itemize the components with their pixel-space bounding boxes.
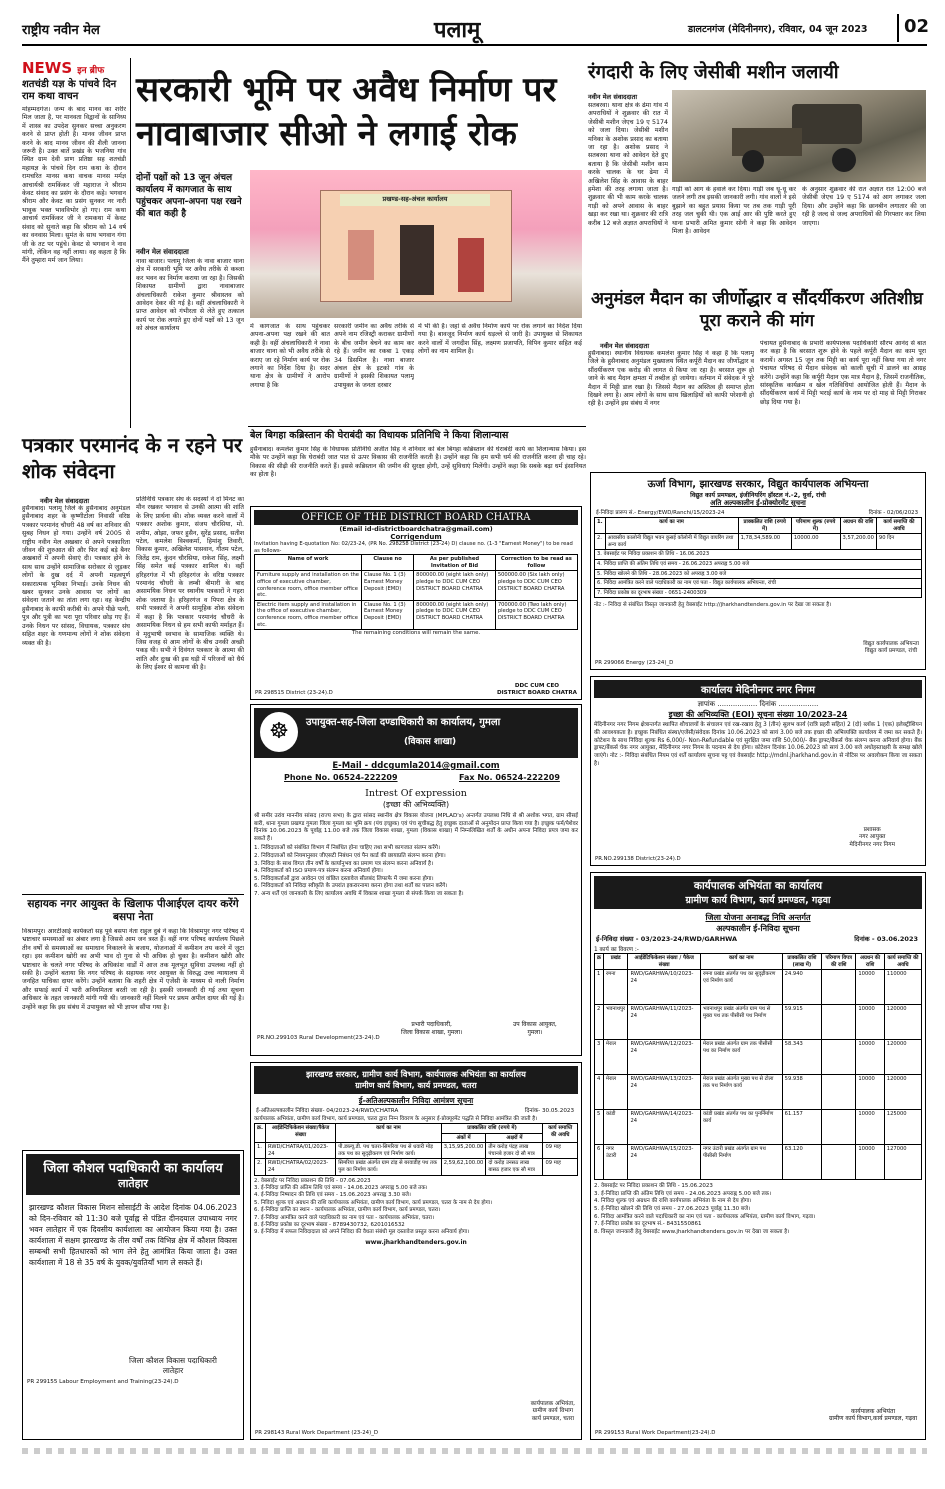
- shok-col-2: प्रतिनिधि पत्रकार संघ के सदस्यों ने दो मिनट का मौन रखकर भगवान से उनकी आत्मा की शांति के लिए प्रार्थना की। शोक व्यक्त करने वालों में पत्रकार अशोक कुमार, संजय चौरसिया, मो. शमीम, ओझा, जफर हुसैन, सुरेंद्र प्रसाद, सतीश पटेल, कमलेश विश्वकर्मा, हिमांशु तिवारी, विकास कुमार, अखिलेश पासवान, गौतम पटेल, जितेंद्र राम, कुंदन चौरसिया, राकेश सिंह, लक्ष्मी सिंह समेत कई पत्रकार शामिल थे। वहीं हरिहरगंज में भी हरिहरगंज के वरिष्ठ पत्रकार परमानंद चौधरी के लम्बी बीमारी के बाद असामयिक निधन पर स्थानीय पत्रकारों ने गहरा शोक जताया है। हरिहरगंज व पिपरा क्षेत्र के सभी पत्रकारों ने अपनी सामूहिक शोक संवेदना में कहा है कि पत्रकार परमानंद चौधरी के असामयिक निधन से हम सभी काफी मर्माहत हैं। वे मृदुभाषी स्वभाव के सामाजिक व्यक्ति थे। जिस वजह से आम लोगों के बीच उनकी अच्छी पकड़ थी। सभी ने दिवंगत पत्रकार के आत्मा की शांति और दुःख की इस घड़ी में परिजनों को धैर्य के लिए ईश्वर से कामना की है।: [136, 496, 244, 672]
- ad-fax: Fax No. 06524-222209: [459, 773, 560, 782]
- td: 10000: [856, 1110, 884, 1145]
- td: Clause No. 1 (3) Earnest Money Deposit (EMD): [362, 571, 414, 600]
- divider: [130, 58, 131, 428]
- lead-col-1: नावा बाजार। पलामू जिला के नावा बाजार थाना क्षेत्र में सरकारी भूमि पर अवैध तरीके से कब्जा कर भवन का निर्माण कराया जा रहा है। जिसकी शिकायत ग्रामीणों द्वारा नावाबाजार अंचलाधिकारी राकेश कुमार श्रीवास्तव को आवेदन देकर की गई है। वहीं अंचलाधिकारी ने प्राप्त आवेदन को गंभीरता से लेते हुए तत्काल कार्य पर रोक लगाते हुए दोनों पक्षों को 13 जून को अंचल कार्यालय: [136, 258, 244, 333]
- shok-headline: पत्रकार परमानंद के न रहने पर शोक संवेदना: [22, 433, 243, 483]
- ad-sign: कार्यपालक अभियंता: [851, 1407, 896, 1415]
- td: मेराल प्रखंड अंतर्गत मुख्य पथ से टोला तक पथ निर्माण कार्य: [700, 1075, 782, 1110]
- td: RWD/CHATRA/01/2023-24: [265, 1143, 335, 1159]
- ad-notice: अति अल्पकालीन ई-प्रोक्योरमेंट सूचना: [710, 499, 806, 507]
- td: RWD/GARHWA/15/2023-24: [628, 1145, 700, 1180]
- td: 2.: [595, 534, 606, 550]
- ad-note: 2. वेबसाईट पर निविदा प्रकाशन की तिथि - 07.06.2023: [254, 1177, 371, 1184]
- td: रमना प्रखंड अंतर्गत पथ का सुदृढ़ीकरण एवं निर्माण कार्य: [700, 970, 782, 1005]
- ad-website[interactable]: www.jharkhandtenders.gov.in: [365, 1238, 467, 1246]
- th: परिमाण शुल्क (रुपये में): [791, 518, 840, 534]
- section-title: पलामू: [434, 17, 481, 43]
- ad-note: 2. वेबसाईट पर निविदा प्रकाशन की तिथि - 15.06.2023: [594, 1183, 713, 1190]
- table-row: [595, 588, 922, 598]
- jcb-col-3: के अनुसार शुक्रवार की रात अज्ञात रात 12:00 बजे जेसीबी जेएच 19 ए 5174 को आग लगाकर जला दिया। और उन्होंने कहा कि छानबीन लगातार की जा रही है जल्द से जल्द अपराधियों की गिरफ्तार कर लिया जाएगा।: [802, 186, 926, 227]
- td: 61.157: [782, 1110, 821, 1145]
- ad-notice: जिला योजना अनाबद्ध निधि अन्तर्गत: [705, 913, 811, 922]
- ad-gumla: [250, 704, 582, 1056]
- ad-intro: Invitation having E-quotation No: 02/23-24, (PR No. 298258 District (23-24) D) clause no. (1-3 "Earnest Money") to be read as follows-: [254, 541, 573, 554]
- td: भवनाथपुर: [603, 1005, 627, 1040]
- ad-phone: Phone No. 06524-222209: [284, 773, 398, 782]
- table-row: [595, 534, 922, 550]
- th: आईडेंटिफिकेशन संख्या / पैकेज संख्या: [628, 954, 700, 970]
- td: मेराल: [603, 1075, 627, 1110]
- td: [822, 1110, 856, 1145]
- th: As per published Invitation of Bid: [414, 555, 496, 571]
- td: 4. निविदा प्राप्ति की अंतिम तिथि एवं समय - 26.06.2023 अपराह्न 5.00 बजे: [595, 559, 922, 569]
- page-number: 02: [904, 16, 930, 37]
- th: कार्य का नाम: [605, 518, 738, 534]
- ad-body: झारखण्ड कौशल विकास मिशन सोसाईटी के आदेश दिनांक 04.06.2023 को दिन-रविवार को 11:30 बजे पूर्वाह्न से पंडित दीनदयाल उपाध्याय नगर भवन लातेहार में एक दिवसीय कार्यशाला का आयोजन किया गया है। उक्त कार्यशाला में सक्षम झारखण्ड के तीस वर्षों तक विभिन्न क्षेत्र में कौशल विकास सम्बन्धी सभी हितधारकों को भाग लेने हेतु आमंत्रित किया जाता है। उक्त कार्यशाला में 18 से 35 वर्ष के युवक/युवतियाँ भाग ले सकते हैं।: [29, 1203, 237, 1267]
- ad-note: 8. ई-निविदा प्रकोष्ठ का दूरभाष संख्या - 8789430732, 6201016532: [254, 1222, 405, 1228]
- th: कार्य का नाम: [700, 954, 782, 970]
- ad-term: 1. निविदाताओं को संबंधित विभाग में निबंधित होना चाहिए तथा सभी कागजात संलग्न करेंगे।: [254, 845, 441, 852]
- td: मेराल: [603, 1040, 627, 1075]
- td: 10000: [856, 1075, 884, 1110]
- ad-ref: ई-निविदा संख्या - 03/2023-24/RWD/GARHWA: [596, 935, 738, 943]
- ad-note: 3. ई-निविदा प्राप्ति की अंतिम तिथि एवं समय - 14.06.2023 अपराह्न 5.00 बजे तक।: [254, 1184, 428, 1191]
- lead-col-4: में भी की है। जहां से अवैध निर्माण कार्य पर रोक लगाने का निर्देश दिया गया है। बावजूद निर्माण कार्य धड़ल्ले से जारी है। उपायुक्त से शिकायत करने वालों में जगदीश सिंह, लक्ष्मण प्रजापति, विपिन कुमार सहित कई लोगों का नाम शामिल है।: [418, 323, 582, 356]
- jcb-col-2: गाड़ी को आग के हवाले कर दिया। गाड़ी जब धू-धू कर जलने लगी तब इसकी जानकारी लगी। गांव वालों ने इसे बुझाने का बहुत प्रयास किया पर तब तक गाड़ी पूरी तरह जल चुकी थी। एक आई आर की पुष्टि करते हुए थाना प्रभारी अमित कुमार सोनी ने कहा कि आवेदन मिला है। आवेदन: [672, 186, 796, 236]
- td: रमना: [603, 970, 627, 1005]
- td: 2: [595, 1005, 604, 1040]
- ad-corrigendum: Corrigendum: [390, 533, 442, 541]
- jcb-byline: नवीन मेल संवाददाता: [588, 93, 637, 101]
- ad-date: दिनांक - 03.06.2023: [854, 935, 918, 943]
- shila-body: हुसैनाबाद। कमलेश कुमार सिंह के विधायक प्रतिनिधि अजीत सिंह ने शनिवार को बेल बिगहा कब्रिस्तान की घेराबंदी कार्य का शिलान्यास किया। इस मौके पर उन्होंने कहा कि घेराबंदी जात पात से ऊपर विकास की राजनीति करती है। उन्होंने कहा कि हम सभी धर्म की राजनीति करना ही चाह रहे। विकास की सीढ़ी की राजनीति करते हैं। इससे कब्रिस्तान की जमीन की सुरक्षा होगी, उन्हें सुविधाएं मिलेंगी। उन्होंने कहा कि सबके बढ़ा धर्म इंसानियत का होता है।: [250, 446, 586, 479]
- ad-email: (Email id-districtboardchatra@gmail.com): [339, 525, 493, 533]
- td: RWD/GARHWA/12/2023-24: [628, 1040, 700, 1075]
- td: 3. वेबसाईट पर निविदा प्रकाशन की तिथि - 16.06.2023: [595, 550, 922, 560]
- maidan-headline: अनुमंडल मैदान का जीर्णोद्धार व सौंदर्यीकरण अतिशीघ्र पूरा कराने की मांग: [591, 289, 923, 331]
- ad-rwd-chatra: [250, 1062, 582, 1440]
- td: आवासीय कालोनी विद्युत भवन कुसई कॉलोनी में विद्युत वायरिंग तथा अन्य कार्य: [605, 534, 738, 550]
- td: 2.: [255, 1159, 266, 1175]
- td: 7. निविदा प्रकोष्ठ का दूरभाष संख्या - 0651-2400309: [595, 588, 922, 598]
- bus-body: विश्रामपुर। आरटीआई कार्यकर्ता सह पूर्व बसपा नेता राहुल दुबे ने कहा कि विश्रामपुर नगर परिषद में भ्रष्टाचार समस्याओं का अंबार लगा है जिससे आम जन त्रस्त हैं। वहीं नगर परिषद कार्यालय पिछले तीन वर्षों से समस्याओं का समाधान निकालने के बजाय, योजनाओं में कमीशन तय करने में जुटा रहा। इस कमीशन खोरी का अभी भाव दो गुना से भी अधिक हो चुका है। कमीशन खोरी और भ्रष्टाचार के चलते नगर परिषद के अधिकांश वार्डों में आज तक मूलभूत सुविधा उपलब्ध नहीं हो सकी है। उन्होंने बताया कि नगर परिषद के सहायक नगर आयुक्त के विरुद्ध उच्च न्यायालय में जनहित याचिका दायर करेंगे। उन्होंने बताया कि शहरी क्षेत्र में एजेंसी के माध्यम से नाली निर्माण और सफाई कार्य में भारी अनियमितता बरती जा रही है। इसकी जानकारी दी गई तथा सूचना अधिकार के तहत जानकारी मांगी गयी थी। जानकारी नहीं मिलने पर प्रथम अपील दायर की गई है। उन्होंने कहा कि इस संबंध में उपायुक्त को भी ज्ञापन सौंपा गया है।: [22, 928, 244, 1011]
- ad-ref: ज्ञापांक .................. दिनांक ..................: [697, 700, 819, 708]
- td: 09 माह: [543, 1159, 578, 1175]
- td: पी.डब्ल्यू.डी. पथ चतरा-सिमरिया पथ से धवारी मोड़ तक पथ का सुदृढ़ीकरण एवं निर्माण कार्य।: [336, 1143, 442, 1159]
- ad-note: 4. ई-निविदा निष्पादन की तिथि एवं समय - 15.06.2023 अपराह्न 3.30 बजे।: [254, 1192, 411, 1199]
- tender-table: [594, 517, 922, 598]
- th: कार्य का नाम: [336, 1124, 442, 1143]
- td: 4: [595, 1075, 604, 1110]
- td: Electric item supply and installation in the office of executive chamber, conference room, office member office etc.: [255, 600, 362, 629]
- news-tag2: इन ब्रीफ: [77, 66, 105, 76]
- td: [822, 1145, 856, 1180]
- ad-title: जिला कौशल पदाधिकारी का कार्यालय: [43, 1161, 223, 1176]
- ad-sign2: DISTRICT BOARD CHATRA: [496, 690, 577, 696]
- td: RWD/GARHWA/13/2023-24: [628, 1075, 700, 1110]
- td: [822, 1040, 856, 1075]
- td: 800000.00 (eight lakh only) pledge to DDC CUM CEO DISTRICT BOARD CHATRA: [414, 571, 496, 600]
- ad-note: 6. ई-निविदा प्राप्ति का स्थान - कार्यपालक अभियंता, ग्रामीण कार्य विभाग, कार्य प्रमण्डल, चतरा।: [254, 1207, 441, 1214]
- th: प्रखंड: [603, 954, 627, 970]
- th: आईडेन्टिफिकेशन संख्या/पैकेज संख्या: [265, 1124, 335, 1143]
- ad-title: उपायुक्त-सह-जिला दण्डाधिकारी का कार्यालय, गुमला: [306, 717, 501, 728]
- ad-sign2: जिला विकास शाखा, गुमला।: [401, 1029, 463, 1036]
- ad-eoi2: (इच्छा की अभिव्यक्ति): [382, 800, 450, 809]
- ad-note: 3. ई-निविदा प्राप्ति की अंतिम तिथि एवं समय - 24.06.2023 अपराह्न 5.00 बजे तक।: [594, 1190, 772, 1197]
- td: मेराल प्रखंड अंतर्गत ग्राम तक पीसीसी पथ का निर्माण कार्य: [700, 1040, 782, 1075]
- td: 10000: [856, 1040, 884, 1075]
- td: [822, 970, 856, 1005]
- shok-byline: नवीन मेल संवाददाता: [40, 497, 89, 505]
- th: कार्य समाप्ति की अवधि: [884, 954, 921, 970]
- td: नगर उंटारी: [603, 1145, 627, 1180]
- ad-sub: विद्युत कार्य प्रमण्डल, इंजीनियरिंग हॉस्टल नं.-2, धुर्वा, रांची: [690, 492, 826, 499]
- td: 59.938: [782, 1075, 821, 1110]
- td: कांडी: [603, 1110, 627, 1145]
- jcb-headline: रंगदारी के लिए जेसीबी मशीन जलायी: [588, 62, 839, 83]
- tender-table: [254, 1123, 578, 1176]
- td: 2,59,62,100.00: [441, 1159, 486, 1175]
- corrigendum-table: [254, 554, 578, 630]
- ad-note: नोट :- निविदा से संबंधित विस्तृत जानकारी हेतु वेबसाईट http://jharkhandtenders.gov.in पर देखा जा सकता है।: [594, 602, 832, 609]
- th: क्र: [595, 954, 604, 970]
- td: [822, 1075, 856, 1110]
- td: भवनाथपुर प्रखंड अंतर्गत ग्राम पथ से मुख्य पथ तक पीसीसी पथ निर्माण: [700, 1005, 782, 1040]
- ad-code: PR 299066 Energy (23-24)_D: [595, 660, 674, 666]
- ad-note: 9. ई-निविदा में सफल निविदादाता को अपने निविदा की वैधता संबंधी मूल दस्तावेज प्रस्तुत करना अनिवार्य होगा।: [254, 1229, 470, 1236]
- dateline: डालटनगंज (मेदिनीनगर), रविवार, 04 जून 2023: [688, 24, 868, 35]
- th: क्र.: [255, 1124, 266, 1143]
- bus-headline: सहायक नगर आयुक्त के खिलाफ पीआईएल दायर करेंगे बसपा नेता: [27, 898, 239, 923]
- ad-ref: ई-निविदा प्रारूप सं.- Energy/EWD/Ranchi/15/2023-24: [596, 510, 725, 516]
- table-row: [595, 550, 922, 560]
- td: [822, 1005, 856, 1040]
- lead-byline: नवीन मेल संवाददाता: [136, 248, 189, 256]
- th: अंकों में: [441, 1133, 486, 1143]
- td: 3,57,200.00: [840, 534, 876, 550]
- th: अग्रधन की राशि: [856, 954, 884, 970]
- divider: [248, 426, 586, 427]
- ad-term: 7. अन्य शर्तें एवं जानकारी के लिए कार्यालय अवधि में विकास शाखा गुमला से संपर्क किया जा सकता है।: [254, 890, 464, 897]
- ad-sub: (विकास शाखा): [404, 737, 457, 747]
- ad-chatra-board: [250, 506, 582, 700]
- ad-sign: कार्यपालक अभियंता,: [530, 1400, 575, 1407]
- lead-deck: दोनों पक्षों को 13 जून अंचल कार्यालय में कागजात के साथ पहुंचकर अपना-अपना पक्ष रखने की बात कही है: [136, 173, 242, 219]
- ad-notice2: अल्पकालीन ई-निविदा सूचना: [716, 924, 800, 933]
- th: कार्य समाप्ति की अवधि: [543, 1124, 578, 1143]
- ad-sign3: उप विकास आयुक्त,: [513, 1021, 557, 1028]
- td: 90 दिन: [876, 534, 921, 550]
- td: 10000: [856, 1005, 884, 1040]
- ad-code: PR 298515 District (23-24).D: [255, 690, 333, 696]
- maidan-col-2: पंचायत हुसैनाबाद के प्रभारी कार्यपालक पदाधिकारी सौरभ आनंद से बात कर कहा है कि बरसात शुरू होने के पहले कर्पूरी मैदान का काम पूरा करायें। अगस्त 15 जून तक मिट्टी का कार्य पूरा नहीं किया गया तो नगर पंचायत परिषद से मैदान संवेदक को काली सूची में डालने का आग्रह करेंगे। उन्होंने कहा कि कर्पूरी मैदान एक मात्र मैदान है, जिसमें राजनीतिक, सांस्कृतिक कार्यक्रम व खेल गतिविधियां आयोजित होती हैं। मैदान के सौंदर्यीकरण कार्य में मिट्टी भराई कार्य के नाम पर दो माह से मिट्टी गिराकर छोड़ दिया गया है।: [760, 340, 926, 406]
- brief-body: मोहम्मदगंज। जन्म के बाद मानव का शरीर मिल जाता है, पर मानवता विद्वानों के सानिध्य में शास्त्र का उपदेश सुनकर सच्चा अनुकरण करने से प्राप्त होती है। मानव जीवन प्राप्त करने के बाद मानव जीवन की शैली जानना जरूरी है। उक्त बातें प्रखंड के भजनिया गांव स्थित ग्राम देवी प्राण प्रतिष्ठा सह शतचंडी महायज्ञ के पांचवे दिन राम कथा के दौरान रामचरित मानस कथा वाचक मानस मर्मज्ञ आचार्यश्री रामकिंकर जी महाराज ने श्रीराम केवट संवाद का प्रसंग के दौरान कहे। भगवान श्रीराम और केवट का प्रसंग सुनकर नर नारी भावुक भक्त भावविभोर हो गए। राम कथा आचार्य रामकिंकर जी ने रामकथा में केवट संवाद को सुनाते कहा कि श्रीराम को 14 वर्ष का वनवास मिला। सुमंत के साथ भगवान गंगा जी के तट पर पहुंचे। केवट से भगवान ने नाव मांगी, लेकिन वह नहीं लाया। वह कहता है कि मैंने तुम्हारा मर्म जान लिया।: [22, 106, 126, 265]
- td: 5: [595, 1110, 604, 1145]
- ad-eoi: Intrest Of expression: [365, 788, 467, 799]
- ad-body: मेदिनीनगर नगर निगम क्षेत्रान्तर्गत स्थापित शौचालयों के संचालन एवं रख-रखाव हेतु 3 (तीन) सुलभ कार्य (रात्रि प्रहरी सहित) 2 (दो) ब्लाॅक 1 (एक) इलेक्ट्रीशियन की आवश्यकता है। इच्छुक निबंधित संस्था/एजेंसी/संवेदक दिनांक 10.06.2023 को सायं 3.00 बजे तक इच्छा की अभिव्यक्ति कार्यालय में जमा कर सकते हैं। कोटेशन के साथ निविदा शुल्क Rs 6,000/- Non-Refundable एवं सुरक्षित जमा राशि 50,000/- बैंक ड्राफ्ट/बैंकर्स चेक संलग्न करना अनिवार्य होगा। बैंक ड्राफ्ट/बैंकर्स चेक नगर आयुक्त, मेदिनीनगर नगर निगम के पदनाम से देय होगा। कोटेशन दिनांक 10.06.2023 को सायं 3.00 बजे अधोहस्ताक्षरी के समक्ष खोले जाएंगे। नोट :- निविदा संबंधित नियम एवं शर्तें कार्यालय सूचना पट्ट एवं वेबसाईट http://mdnl.jharkhand.gov.in से नोटिस पर अवलोकन किया जा सकता है।: [594, 722, 922, 767]
- ad-sign2: लातेहार: [162, 1366, 184, 1375]
- emblem-icon: ☸: [260, 712, 298, 752]
- td: 63.120: [782, 1145, 821, 1180]
- ad-sign: विद्युत कार्यपालक अभियन्ता: [863, 641, 919, 647]
- table-row: [595, 1145, 922, 1180]
- td: 3,15,95,200.00: [441, 1143, 486, 1159]
- td: 10000: [856, 970, 884, 1005]
- td: 6: [595, 1145, 604, 1180]
- ad-code: PR.NO.299103 Rural Development(23-24).D: [257, 1035, 380, 1041]
- table-row: [255, 571, 578, 600]
- td: दो करोड़ उनसठ लाख बासठ हजार एक सौ मात्र: [486, 1159, 543, 1175]
- table-row: [595, 1005, 922, 1040]
- ad-sign4: गुमला।: [527, 1029, 543, 1036]
- th: अक्षरों में: [486, 1133, 543, 1143]
- ad-email: E-Mail - ddcgumla2014@gmail.com: [332, 761, 500, 771]
- ad-sub2: 1 कार्य का विवरण :-: [594, 947, 639, 953]
- ad-note: 7. ई-निविदा प्रकोष्ठ का दूरभाष सं.- 8431550861: [594, 1221, 702, 1228]
- ad-notice: ई-अतिअल्पकालीन निविदा आमंत्रण सूचना: [358, 1096, 474, 1105]
- ad-term: 2. निविदाताओं को नियमानुसार जीएसटी निबंधन एवं पैन कार्ड की छायाप्रति संलग्न करना होगा।: [254, 852, 446, 859]
- ad-body: श्री समीर उरांव माननीय सांसद (राज्य सभा) के द्वारा सांसद स्थानीय क्षेत्र विकास योजना (MPLAD's) अन्तर्गत उपलब्ध निधि से श्री अशोक भगत, ग्राम सीसई बारी, थाना गुमला प्रखण्ड गुमला जिला गुमला का भूमि क्रय (पंच इच्छुक) एवं पंच सूचीबद्ध हेतु इच्छुक दाताओं से अनुमोदन प्राप्त किया गया है। इच्छुक फर्म/पेशेवर दिनांक 10.06.2023 के पूर्वाह्न 11.00 बजे तक जिला विकास शाखा, गुमला (विकास शाखा) में निम्नलिखित शर्तों के अधीन अपना निविदा प्रपत्र जमा कर सकते हैं।: [254, 813, 578, 842]
- table-row: [595, 559, 922, 569]
- td: 125000: [884, 1110, 921, 1145]
- ad-note: 4. निविदा शुल्क एवं अग्रधन की राशि कार्यपालक अभियंता के नाम से देय होगा।: [594, 1198, 752, 1205]
- td: नगर उंटारी प्रखंड अंतर्गत ग्राम पथ पीसीसी निर्माण: [700, 1145, 782, 1180]
- lead-col-2: में कागजात के साथ पहुंचकर अपना-अपना पक्ष रखने की बात कही है। वहीं अंचलाधिकारी ने नावा बाजार थाना को भी अवैध तरीके से कराए जा रहे निर्माण कार्य पर रोक लगाने का निर्देश दिया है। सदर थाना क्षेत्र के ग्रामीणों ने आरोप लगाया है कि: [250, 323, 330, 389]
- footer-rule: [22, 1448, 927, 1454]
- td: 10000.00: [791, 534, 840, 550]
- ad-sign2: ग्रामीण कार्य विभाग: [532, 1408, 574, 1415]
- td: 58.343: [782, 1040, 821, 1075]
- table-row: [595, 1110, 922, 1145]
- ad-title: झारखण्ड सरकार, ग्रामीण कार्य विभाग, कार्यपालक अभियंता का कार्यालय: [306, 1069, 526, 1079]
- table-row: [595, 970, 922, 1005]
- td: RWD/GARHWA/14/2023-24: [628, 1110, 700, 1145]
- ad-note: 8. विस्तृत जानकारी हेतु वेबसाईट www.jharkhandtenders.gov.in पर देखा जा सकता है।: [594, 1228, 790, 1235]
- td: 59.915: [782, 1005, 821, 1040]
- td: Clause No. 1 (3) Earnest Money Deposit (EMD): [362, 600, 414, 629]
- table-row: [595, 1075, 922, 1110]
- td: 700000.00 (Two lakh only) pledge to DDC CUM CEO DISTRICT BOARD CHATRA: [495, 600, 577, 629]
- td: 800000.00 (eight lakh only) pledge to DDC CUM CEO DISTRICT BOARD CHATRA: [414, 600, 496, 629]
- ad-title: ऊर्जा विभाग, झारखण्ड सरकार, विद्युत कार्यपालक अभियन्ता: [647, 479, 869, 490]
- td: 120000: [884, 1005, 921, 1040]
- ad-note: 5. निविदा शुल्क एवं अग्रधन की राशि कार्यपालक अभियंता, ग्रामीण कार्य विभाग, कार्य प्रमण्डल, चतरा के नाम से देय होगा।: [254, 1199, 493, 1206]
- masthead: [22, 14, 930, 46]
- divider: [22, 894, 244, 895]
- ad-notice: इच्छा की अभिव्यक्ति (EOI) सूचना संख्या 10/2023-24: [668, 710, 848, 719]
- news-tag: NEWS: [22, 59, 73, 77]
- ad-urja: [590, 472, 926, 670]
- td: 1.: [255, 1143, 266, 1159]
- lead-headline: सरकारी भूमि पर अवैध निर्माण पर नावाबाजार सीओ ने लगाई रोक: [136, 70, 557, 154]
- ad-term: 6. निविदाकर्ता को निविदा स्वीकृति के उपरांत इकरारनामा करना होगा तथा शर्तों का पालन करेंगे।: [254, 883, 448, 890]
- ad-garhwa: [590, 872, 926, 1440]
- ad-note: The remaining conditions will remain the same.: [351, 630, 481, 637]
- td: 120000: [884, 1040, 921, 1075]
- divider: [897, 14, 899, 42]
- ad-title: OFFICE OF THE DISTRICT BOARD CHATRA: [254, 510, 578, 525]
- ad-note: 7. ई-निविदा आमंत्रित करने वाले पदाधिकारी का नाम एवं पता - कार्यपालक अभियंता, चतरा।: [254, 1214, 435, 1221]
- th: Clause no: [362, 555, 414, 571]
- th: कार्य समाप्ति की अवधि: [876, 518, 921, 534]
- ad-code: PR 299153 Rural Work Department(23-24).D: [595, 1430, 716, 1436]
- ad-sign3: कार्य प्रमण्डल, चतरा: [531, 1415, 574, 1422]
- td: 24.940: [782, 970, 821, 1005]
- ad-sign2: विद्युत कार्य प्रमण्डल, रांची: [865, 648, 918, 654]
- ad-term: 4. निविदाकर्ता को ISO प्रमाण-पत्र संलग्न करना अनिवार्य होगा।: [254, 868, 383, 875]
- th: Name of work: [255, 555, 362, 571]
- td: RWD/CHATRA/02/2023-24: [265, 1159, 335, 1175]
- td: RWD/GARHWA/11/2023-24: [628, 1005, 700, 1040]
- th: परिमाण विपत्र की राशि: [822, 954, 856, 970]
- td: 110000: [884, 970, 921, 1005]
- td: 120000: [884, 1075, 921, 1110]
- photo-sign: प्रखण्ड-सह-अंचल कार्यालय: [340, 194, 490, 206]
- td: 09 माह: [543, 1143, 578, 1159]
- tender-table: [594, 953, 922, 1180]
- td: 1: [595, 970, 604, 1005]
- ad-term: 5. निविदाकर्ताओं द्वारा आवेदन एवं वांछित दस्तावेज सीलबंद लिफाफे में जमा करना होगा।: [254, 875, 434, 882]
- ad-note: 6. निविदा आमंत्रित करने वाले पदाधिकारी का नाम एवं पता - कार्यपालक अभियंता, ग्रामीण कार्य विभाग, गढ़वा।: [594, 1213, 816, 1220]
- td: 6. निविदा आमंत्रित करने वाले पदाधिकारी का नाम एवं पता - विद्युत कार्यपालक अभियन्ता, रांची: [595, 579, 922, 589]
- table-row: [595, 579, 922, 589]
- td: कांडी प्रखंड अंतर्गत पथ का पुनर्निर्माण कार्य: [700, 1110, 782, 1145]
- ad-sign2: मेदिनीनगर नगर निगम: [849, 841, 895, 848]
- jcb-col-1: सतबरवा। थाना क्षेत्र के ढेमा गांव में अपराधियों ने शुक्रवार की रात में जेसीबी मशीन जेएच 19 ए 5174 को जला दिया। जेसीबी मशीन मनिका के अशोक प्रसाद का बताया जा रहा है। अशोक प्रसाद ने सतबरवा थाना को आवेदन देते हुए बताया है कि जेसीबी मशीन काम करके चालक के घर ढेमा में अखिलेश सिंह के आवास के बाहर हमेशा की तरह लगाया जाता है। शुक्रवार की भी काम करके चालक गाड़ी को अपने आवास के बाहर खड़ा कर रखा था। शुक्रवार की रात्रि करीब 12 बजे अज्ञात अपराधियों ने: [588, 102, 668, 227]
- ad-term: 3. निविदा के साथ विगत तीन वर्षों के कार्यानुभव का प्रमाण पत्र संलग्न करना अनिवार्य है।: [254, 860, 434, 867]
- th: 1.: [595, 518, 606, 534]
- news-brief: [22, 58, 126, 428]
- lead-photo: [250, 170, 582, 318]
- td: सिमरिया प्रखंड अंतर्गत ग्राम टांड़ से बरवाडीह पथ तक पुल का निर्माण कार्य।: [336, 1159, 442, 1175]
- ad-code: PR 298143 Rural Work Department (23-24)_D: [255, 1430, 379, 1436]
- ad-code: PR 299155 Labour Employment and Training(23-24).D: [27, 1379, 179, 1385]
- td: 127000: [884, 1145, 921, 1180]
- ad-title: कार्यपालक अभियंता का कार्यालय: [693, 880, 823, 892]
- paper-name: राष्ट्रीय नवीन मेल: [22, 23, 100, 38]
- ad-code: PR.NO.299138 District(23-24).D: [595, 856, 681, 862]
- ad-sub: ग्रामीण कार्य विभाग, कार्य प्रमण्डल, गढ़वा: [685, 895, 831, 906]
- table-row: [595, 1040, 922, 1075]
- ad-sign: प्रभारी पदाधिकारी,: [411, 1021, 452, 1028]
- ad-latehar: [22, 1150, 244, 1440]
- ad-sub: ग्रामीण कार्य विभाग, कार्य प्रमण्डल, चतरा: [355, 1081, 477, 1090]
- ad-sign3: प्रशासक: [863, 826, 881, 833]
- ad-sign: नगर आयुक्त: [858, 834, 886, 841]
- td: 10000: [856, 1145, 884, 1180]
- table-row: [255, 1159, 578, 1175]
- ad-date: दिनांक - 02/06/2023: [868, 510, 918, 516]
- maidan-byline: नवीन मेल संवाददाता: [600, 342, 649, 350]
- ad-note: 5. ई-निविदा खोलने की तिथि एवं समय - 27.06.2023 पूर्वाह्न 11.30 बजे।: [594, 1205, 751, 1212]
- td: RWD/GARHWA/10/2023-24: [628, 970, 700, 1005]
- table-row: [255, 600, 578, 629]
- brief-title: शतचंडी यज्ञ के पांचवे दिन राम कथा वाचन: [22, 79, 117, 102]
- ad-ref: ई-अतिअल्पकालीन निविदा संख्या- 04/2023-24/RWD/CHATRA: [256, 1108, 399, 1114]
- ad-nagar-nigam: [590, 676, 926, 866]
- ad-intro: कार्यपालक अभियंता, ग्रामीण कार्य विभाग, कार्य प्रमण्डल, चतरा द्वारा निम्न विवरण के अनुसार ई-प्रोक्यूरमेंट पद्धति से निविदा आमंत्रित की जाती है।: [254, 1116, 538, 1122]
- shila-headline: बेल बिगहा कब्रिस्तान की घेराबंदी का विधायक प्रतिनिधि ने किया शिलान्यास: [250, 430, 509, 441]
- th: प्राक्कलित राशि (रुपये में): [738, 518, 791, 534]
- maidan-col-1: हुसैनाबाद। स्थानीय विधायक कमलेश कुमार सिंह ने कहा है कि पलामू जिले के हुसैनाबाद अनुमंडल मुख्यालय स्थित कर्पूरी मैदान का जीर्णोद्धार व सौंदर्यीकरण एक करोड़ की लागत से किया जा रहा है। बरसात शुरू हो जाने के बाद मैदान क्षमता में तब्दील हो जायेगा। वर्तमान में संवेदक ने पूरे मैदान में मिट्टी डाल रखा है। जिससे मैदान का अस्तित्व ही समाप्त होता दिखने लगा है। आम लोगों के साथ साथ खिलाड़ियों को काफी परेशानी हो रही है। उन्होंने इस संबंध में नगर: [588, 350, 754, 408]
- td: 1,78,34,589.00: [738, 534, 791, 550]
- td: तीन करोड़ पंद्रह लाख पंचानबे हजार दो सौ मात्र: [486, 1143, 543, 1159]
- jcb-photo: [672, 90, 926, 182]
- ad-sign: जिला कौशल विकास पदाधिकारी: [129, 1356, 217, 1365]
- ad-date: दिनांक- 30.05.2023: [524, 1108, 574, 1114]
- ad-sub: लातेहार: [118, 1177, 148, 1190]
- th: प्राक्कलित राशि (लाख में): [782, 954, 821, 970]
- ad-sign2: ग्रामीण कार्य विभाग,कार्य प्रमण्डल, गढ़वा: [829, 1415, 917, 1423]
- td: 500000.00 (Six lakh only) pledge to DDC CUM CEO DISTRICT BOARD CHATRA: [495, 571, 577, 600]
- ad-sign: DDC CUM CEO: [514, 683, 560, 689]
- td: 3: [595, 1040, 604, 1075]
- th: प्राक्कलित राशि (रुपये में): [441, 1124, 543, 1134]
- th: Correction to be read as follow: [495, 555, 577, 571]
- lead-col-3: सरकारी जमीन का अवैध तरीके से अपने नाम रजिस्ट्री कराकर ग्रामीणों के बीच जमीन बेचने का काम कर रहे हैं। जमीन का रकबा 1 एकड़ 34 डिसमिल है। नावा बाजार अंचल क्षेत्र के इटको गांव के ग्रामीणों ने इसकी शिकायत पलामू उपायुक्त के जनता दरबार: [334, 323, 414, 389]
- ad-title: कार्यालय मेदिनीनगर नगर निगम: [594, 680, 922, 698]
- table-row: [255, 1143, 578, 1159]
- td: Furniture supply and installation on the office of executive chamber, conference room, office member office etc.: [255, 571, 362, 600]
- table-row: [595, 569, 922, 579]
- th: अग्रधन की राशि: [840, 518, 876, 534]
- shok-col-1: हुसैनाबाद। पलामू जिले के हुसैनाबाद अनुमंडल हुसैनाबाद शहर के कृष्णीटोला निवासी वरिष्ठ पत्रकार परमानंद चौधरी 48 वर्ष का शनिवार की सुबह निधन हो गया। उन्होंने वर्ष 2005 से राष्ट्रीय नवीन मेल अखबार से अपने पत्रकारिता जीवन की शुरुआत की और फिर कई बड़े बैनर अखबारों में अपनी सेवाएं दी। पत्रकार होने के साथ साथ उन्होंने सामाजिक सरोकार से जुड़कर लोगों के दुख दर्द में अपनी महत्वपूर्ण सकारात्मक भूमिका निभाई। उनके निधन की खबर सुनकर उनके आवास पर लोगों का संवेदना जताने का तांता लगा रहा। वह केन्द्रीय हुसैनाबाद के काफी करीबी थे। अपने पीछे पत्नी, पुत्र और पुत्री का भरा पूरा परिवार छोड़ गए हैं। उनके निधन पर सांसद, विधायक, पत्रकार संघ सहित शहर के गणमान्य लोगों ने शोक संवेदना व्यक्त की है।: [22, 505, 130, 647]
- td: 5. निविदा खोलने की तिथि - 28.06.2023 को अपराह्न 3.00 बजे: [595, 569, 922, 579]
